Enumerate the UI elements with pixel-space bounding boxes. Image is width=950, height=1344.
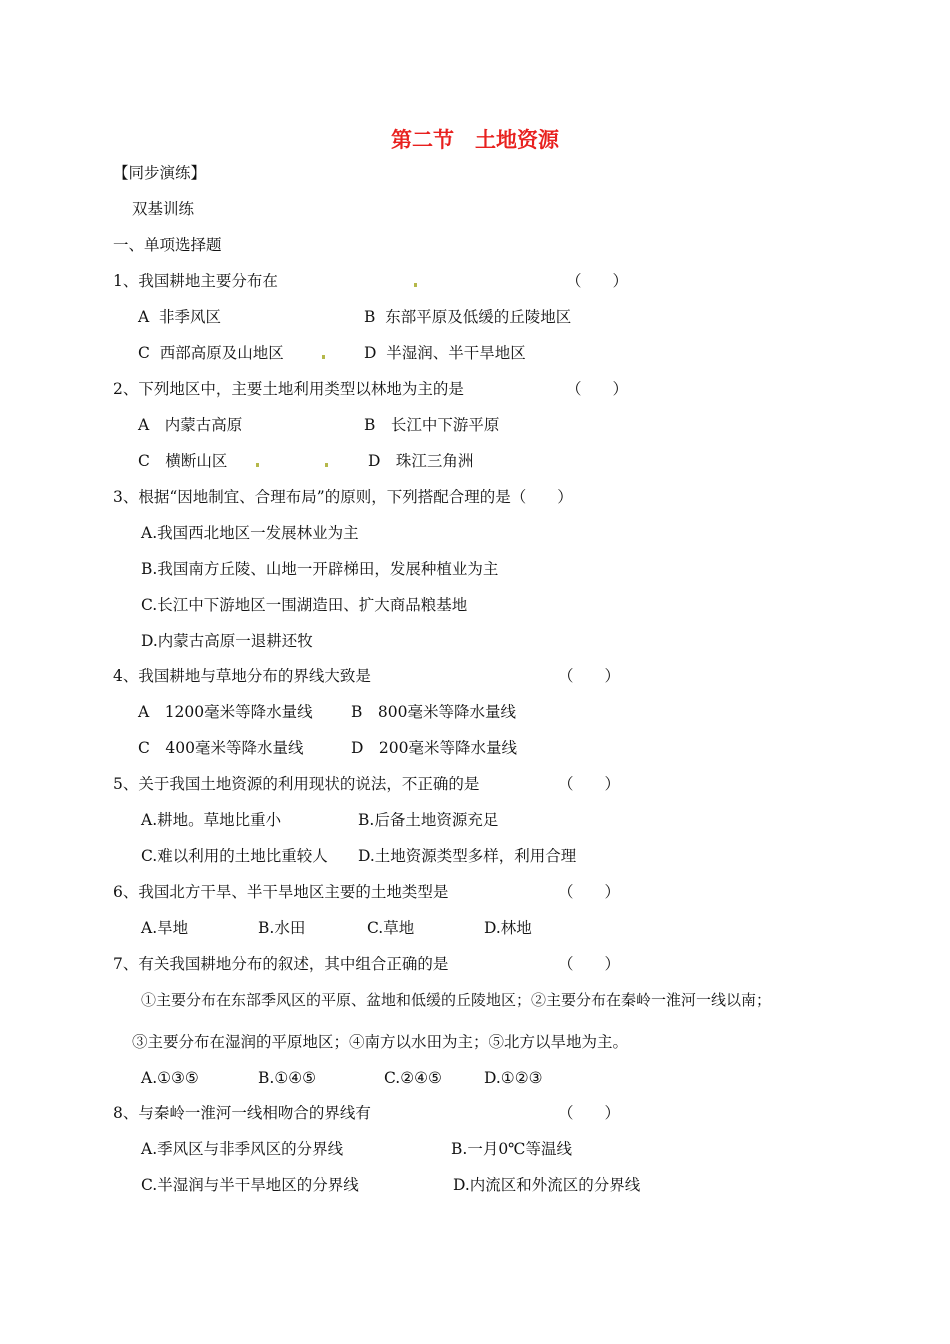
question-2-option-b: B 长江中下游平原 bbox=[364, 416, 500, 434]
question-3-stem: 3、根据“因地制宜、合理布局”的原则，下列搭配合理的是（ ） bbox=[113, 488, 573, 506]
question-6-option-c: C.草地 bbox=[367, 919, 415, 937]
question-2-option-a: A 内蒙古高原 bbox=[138, 416, 243, 434]
question-7-option-c: C.②④⑤ bbox=[384, 1069, 442, 1087]
question-8-option-b: B.一月0℃等温线 bbox=[451, 1140, 573, 1158]
question-5-option-c: C.难以利用的土地比重较人 bbox=[141, 847, 328, 865]
question-2-option-c: C 横断山区 bbox=[138, 452, 228, 470]
question-5-option-b: B.后备土地资源充足 bbox=[358, 811, 499, 829]
question-8-answer-paren: （ ） bbox=[558, 1104, 621, 1122]
question-1-answer-paren: （ ） bbox=[566, 272, 629, 290]
question-6-option-d: D.林地 bbox=[484, 919, 532, 937]
question-4-option-a: A 1200毫米等降水量线 bbox=[138, 703, 313, 721]
question-7-stem: 7、有关我国耕地分布的叙述，其中组合正确的是 bbox=[113, 955, 449, 973]
question-2-answer-paren: （ ） bbox=[566, 380, 629, 398]
question-2-stem: 2、下列地区中，主要土地利用类型以林地为主的是 bbox=[113, 380, 464, 398]
scan-speck bbox=[325, 463, 328, 467]
question-5-option-a: A.耕地。草地比重小 bbox=[141, 811, 282, 829]
question-3-option-b: B.我国南方丘陵、山地一开辟梯田，发展种植业为主 bbox=[141, 560, 499, 578]
question-3-option-a: A.我国西北地区一发展林业为主 bbox=[141, 524, 359, 542]
question-6-stem: 6、我国北方干旱、半干旱地区主要的土地类型是 bbox=[113, 883, 449, 901]
question-3-option-d: D.内蒙古高原一退耕还牧 bbox=[141, 632, 313, 650]
question-8-option-a: A.季风区与非季风区的分界线 bbox=[141, 1140, 344, 1158]
question-5-option-d: D.土地资源类型多样，利用合理 bbox=[358, 847, 577, 865]
question-7-option-a: A.①③⑤ bbox=[141, 1069, 199, 1087]
question-7-answer-paren: （ ） bbox=[558, 955, 621, 973]
question-1-option-c: C 西部高原及山地区 bbox=[138, 344, 284, 362]
question-7-statement-line-1: ①主要分布在东部季风区的平原、盆地和低缓的丘陵地区；②主要分布在秦岭一淮河一线以南； bbox=[141, 991, 772, 1009]
question-5-stem: 5、关于我国土地资源的利用现状的说法，不正确的是 bbox=[113, 775, 480, 793]
question-4-stem: 4、我国耕地与草地分布的界线大致是 bbox=[113, 667, 371, 685]
question-1-stem: 1、我国耕地主要分布在 bbox=[113, 272, 278, 290]
question-4-option-c: C 400毫米等降水量线 bbox=[138, 739, 304, 757]
scan-speck bbox=[322, 355, 325, 359]
question-5-answer-paren: （ ） bbox=[558, 775, 621, 793]
question-7-option-d: D.①②③ bbox=[484, 1069, 543, 1087]
scan-speck bbox=[256, 463, 259, 467]
section-heading: 【同步演练】 bbox=[113, 164, 207, 182]
question-3-option-c: C.长江中下游地区一围湖造田、扩大商品粮基地 bbox=[141, 596, 468, 614]
subsection-heading: 双基训练 bbox=[132, 200, 195, 218]
scan-speck bbox=[414, 283, 417, 287]
question-8-stem: 8、与秦岭一淮河一线相吻合的界线有 bbox=[113, 1104, 371, 1122]
question-2-option-d: D 珠江三角洲 bbox=[368, 452, 474, 470]
question-4-answer-paren: （ ） bbox=[558, 667, 621, 685]
question-6-option-a: A.旱地 bbox=[141, 919, 189, 937]
question-7-option-b: B.①④⑤ bbox=[258, 1069, 317, 1087]
question-1-option-d: D 半湿润、半干旱地区 bbox=[364, 344, 526, 362]
question-6-option-b: B.水田 bbox=[258, 919, 306, 937]
question-4-option-b: B 800毫米等降水量线 bbox=[351, 703, 516, 721]
question-8-option-d: D.内流区和外流区的分界线 bbox=[453, 1176, 641, 1194]
question-1-option-a: A 非季风区 bbox=[138, 308, 222, 326]
question-7-statement-line-2: ③主要分布在湿润的平原地区；④南方以水田为主；⑤北方以旱地为主。 bbox=[132, 1033, 629, 1051]
question-8-option-c: C.半湿润与半干旱地区的分界线 bbox=[141, 1176, 359, 1194]
question-1-option-b: B 东部平原及低缓的丘陵地区 bbox=[364, 308, 572, 326]
part-heading: 一、单项选择题 bbox=[113, 236, 222, 254]
question-6-answer-paren: （ ） bbox=[558, 883, 621, 901]
question-4-option-d: D 200毫米等降水量线 bbox=[351, 739, 518, 757]
page-title: 第二节 土地资源 bbox=[391, 127, 559, 152]
